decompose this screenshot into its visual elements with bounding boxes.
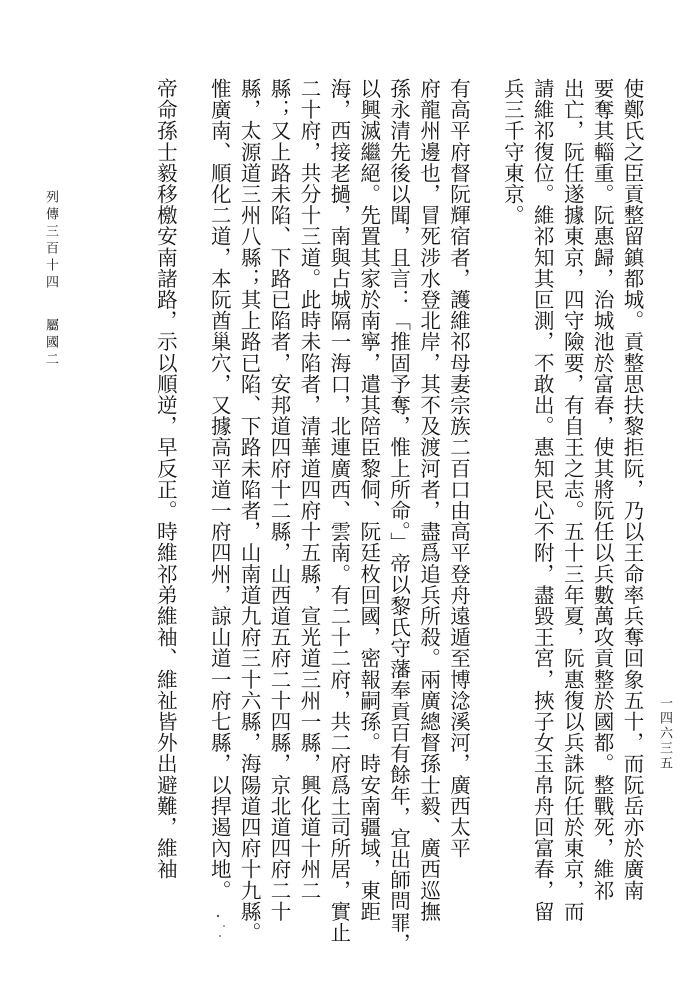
text-column: 帝命孫士毅移檄安南諸路，示以順逆，早反正。時維祁弟維袖、維祉皆外出避難，維袖 — [153, 78, 178, 880]
text-column: 二十府，共分十三道。此時未陷者，清華道四府十五縣，宣光道三州一縣，興化道十州二 — [296, 78, 321, 901]
page-number: 一四六三五 — [657, 696, 672, 771]
text-column: 府龍州邊也，冒死涉水登北岸，其不及渡河者，盡爲追兵所殺。兩廣總督孫士毅、廣西巡撫 — [416, 78, 441, 922]
text-column: 使鄭氏之臣貢整留鎮都城。貢整思扶黎拒阮，乃以王命率兵奪回象五十，而阮岳亦於廣南 — [620, 78, 644, 901]
text-column: 縣；又上路未陷、下路已陷者，安邦道四府十二縣，山西道五府二十四縣，京北道四府二十 — [267, 78, 292, 922]
paragraph — [149, 78, 179, 878]
text-column: 要奪其輜重。阮惠歸，治城池於富春，使其將阮任以兵數萬攻貢整於國都。整戰死，維祁 — [590, 78, 615, 901]
paragraph — [496, 78, 646, 922]
paragraph — [203, 78, 472, 954]
text-column: 惟廣南、順化二道，本阮酋巢穴，又據高平道一府四州，諒山道一府七縣，以捍遏內地。 — [207, 78, 232, 901]
running-head — [44, 190, 57, 369]
text-column: 孫永清先後以聞，且言：「推固予奪，惟上所命。」帝以黎氏守藩奉貢百有餘年，宜出師問罪， — [386, 78, 411, 954]
text-column: 海，西接老撾，南與占城隔一海口，北連廣西、雲南。有二十二府，共二府爲土司所居，實止 — [326, 78, 351, 944]
body-text — [86, 78, 646, 954]
text-column: 有高平府督阮輝宿者，護維祁母妻宗族二百口由高平登舟遠遁至博淰溪河，廣西太平 — [446, 78, 471, 859]
text-column: 以興滅繼絕。先置其家於南寧，遣其陪臣黎侗、阮廷枚回國，密報嗣孫。時安南疆域，東距 — [356, 78, 381, 922]
text-column: 兵三千守東京。 — [500, 78, 525, 226]
text-column: 請維祁復位。維祁知其叵測，不敢出。惠知民心不附，盡毀王宮，挾子女玉帛舟回富春，留 — [530, 78, 555, 922]
running-head-section: 屬國二 — [43, 318, 58, 369]
text-column: 縣，太源道三州八縣；其上路已陷、下路未陷者，山南道九府三十六縣，海陽道四府十九縣。 — [237, 78, 262, 944]
ink-specks — [212, 912, 232, 942]
text-column: 出亡，阮任遂據東京，四守險要，有自王之志。五十三年夏，阮惠復以兵誅阮任於東京，而 — [560, 78, 585, 922]
running-head-chapter: 列傳三百十四 — [43, 190, 58, 292]
